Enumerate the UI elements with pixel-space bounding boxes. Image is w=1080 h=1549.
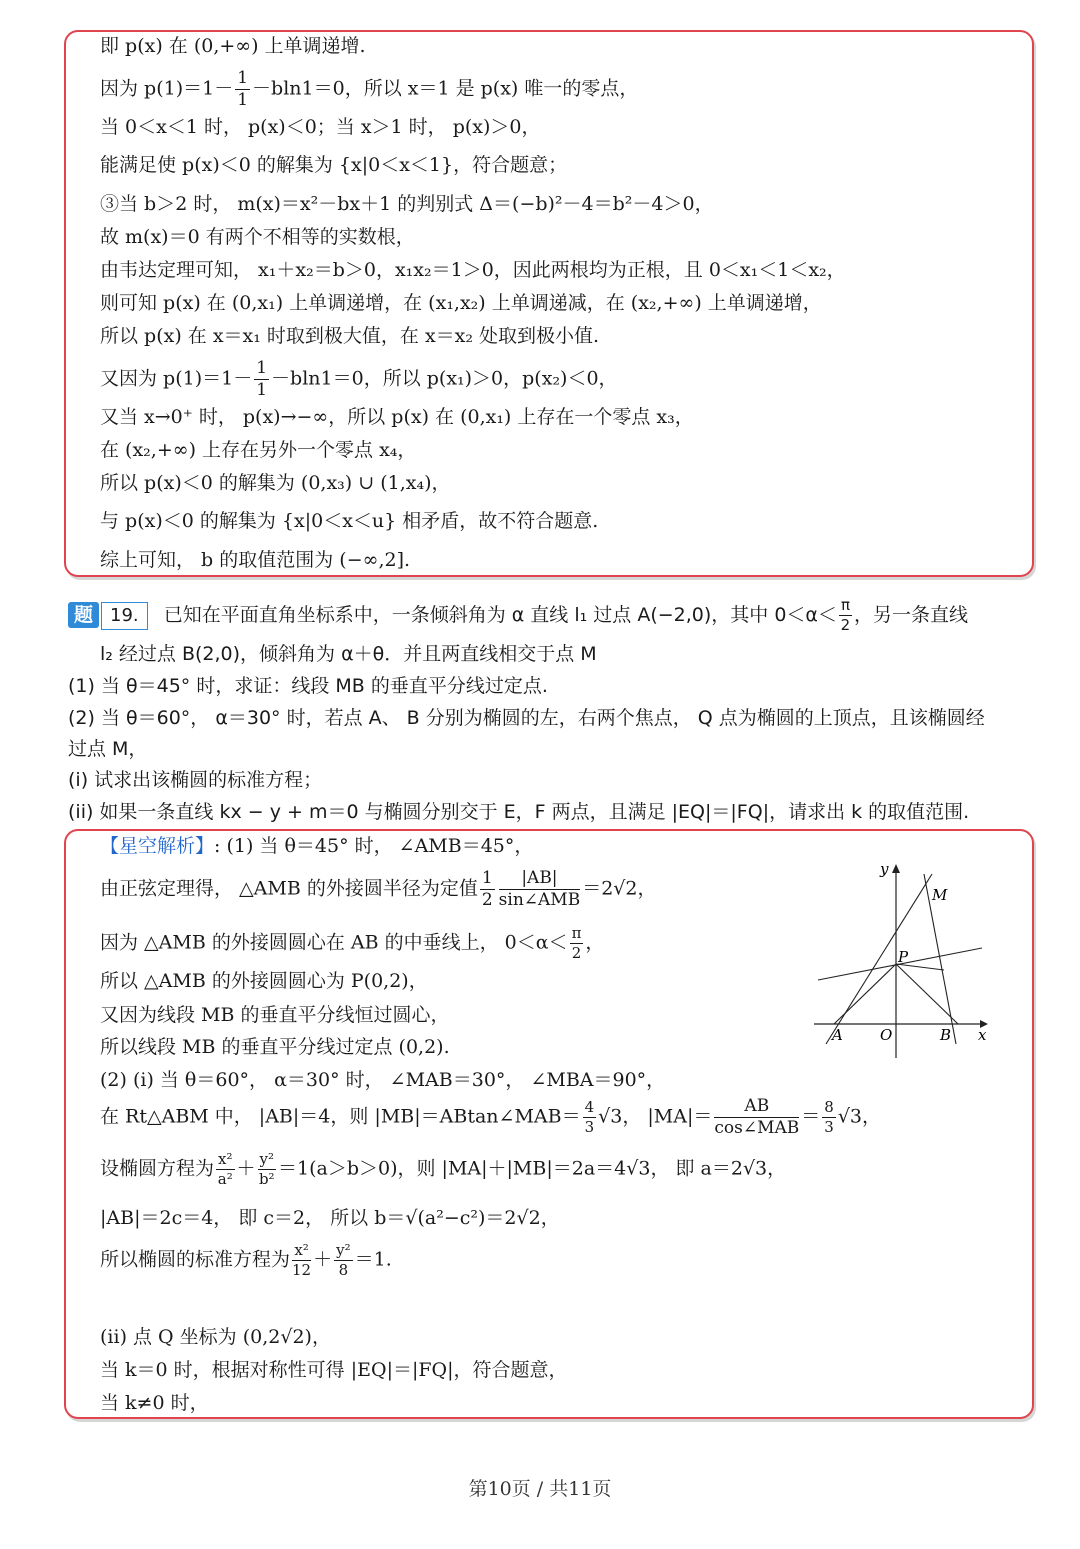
b1-line-3: 当 0＜x＜1 时， p(x)＜0；当 x＞1 时， p(x)＞0， xyxy=(100,116,541,138)
b1-line-11: 又当 x→0⁺ 时， p(x)→−∞，所以 p(x) 在 (0,x₁) 上存在一个零点 x₃， xyxy=(100,406,694,428)
solution-label: 【星空解析】 xyxy=(100,835,215,857)
b1-line-13: 所以 p(x)＜0 的解集为 (0,x₃) ∪ (1,x₄)， xyxy=(100,472,451,494)
problem-line-1: 题 19. 已知在平面直角坐标系中，一条倾斜角为 α 直线 l₁ 过点 A(−2,0)，其中 0＜α＜ $\frac{\pi}{2}$ ，另一条直线 xyxy=(68,598,968,633)
problem-line-2: l₂ 经过点 B(2,0)，倾斜角为 α＋θ．并且两直线相交于点 M xyxy=(100,643,597,665)
b2-line-1: 【星空解析】: (1) 当 θ＝45° 时， ∠AMB＝45°， xyxy=(100,835,534,857)
b2-line-8: 在 Rt△ABM 中， |AB|＝4，则 |MB|＝ABtan∠MAB＝ $\frac{4}{3}$ √3， |MA|＝ $\frac{AB}{\text{cos∠MAB}}$ ＝ $\frac{8}{3}$ √3， xyxy=(100,1096,882,1138)
label-O: O xyxy=(880,1026,893,1044)
b2-line-2: 由正弦定理得， △AMB 的外接圆半径为定值 $\frac{1}{2}$ $\frac{|AB|}{\text{sin∠AMB}}$ ＝2√2， xyxy=(100,868,657,910)
b1-line-10: 又因为 p(1)＝1－ $\frac{1}{1}$ －bln1＝0，所以 p(x₁)＞0，p(x₂)＜0， xyxy=(100,358,618,400)
b2-line-6: 所以线段 MB 的垂直平分线过定点 (0,2). xyxy=(100,1036,450,1058)
b2-line-3: 因为 △AMB 的外接圆圆心在 AB 的中垂线上， 0＜α＜ $\frac{\pi}{2}$ ， xyxy=(100,924,605,962)
b1-line-7: 由韦达定理可知， x₁＋x₂＝b＞0，x₁x₂＝1＞0，因此两根均为正根，且 0＜x₁＜1＜x₂， xyxy=(100,259,846,281)
problem-number: 19. xyxy=(101,602,148,630)
b2-line-4: 所以 △AMB 的外接圆圆心为 P(0,2)， xyxy=(100,970,428,992)
b1-line-4: 能满足使 p(x)＜0 的解集为 {x|0＜x＜1}，符合题意； xyxy=(100,154,568,176)
b1-line-15: 综上可知， b 的取值范围为 (−∞,2]. xyxy=(100,549,411,571)
problem-part-2ii: (ii) 如果一条直线 kx − y + m＝0 与椭圆分别交于 E，F 两点，且满足 |EQ|＝|FQ|，请求出 k 的取值范围. xyxy=(68,801,970,823)
problem-part-1: (1) 当 θ＝45° 时，求证：线段 MB 的垂直平分线过定点. xyxy=(68,675,548,697)
label-B: B xyxy=(940,1026,952,1044)
b2-line-9: 设椭圆方程为 $\frac{\text{x²}}{\text{a²}}$ ＋ $\frac{\text{y²}}{\text{b²}}$ ＝1(a＞b＞0)，则 |MA|＋|MB|＝2a＝4√3， 即 a＝2√3， xyxy=(100,1150,787,1188)
problem-part-2: (2) 当 θ＝60°， α＝30° 时，若点 A、 B 分别为椭圆的左，右两个焦点， Q 点为椭圆的上顶点，且该椭圆经 xyxy=(68,707,985,729)
b2-line-13: 当 k＝0 时，根据对称性可得 |EQ|＝|FQ|，符合题意， xyxy=(100,1359,568,1381)
label-P: P xyxy=(898,948,909,966)
b1-line-2: 因为 p(1)＝1－ $\frac{1}{1}$ －bln1＝0，所以 x＝1 是 p(x) 唯一的零点， xyxy=(100,68,639,110)
b1-line-14: 与 p(x)＜0 的解集为 {x|0＜x＜u} 相矛盾，故不符合题意. xyxy=(100,510,599,532)
b2-line-14: 当 k≠0 时， xyxy=(100,1392,209,1414)
b1-line-8: 则可知 p(x) 在 (0,x₁) 上单调递增，在 (x₁,x₂) 上单调递减，在 (x₂,+∞) 上单调递增， xyxy=(100,292,822,314)
b1-line-5: ③当 b＞2 时， m(x)＝x²－bx＋1 的判别式 Δ＝(−b)²－4＝b²－4＞0， xyxy=(100,193,714,215)
page-footer: 第10页 / 共11页 xyxy=(468,1478,612,1500)
b1-line-1: 即 p(x) 在 (0,+∞) 上单调递增. xyxy=(100,35,366,57)
b2-line-7: (2) (i) 当 θ＝60°， α＝30° 时， ∠MAB＝30°， ∠MBA＝90°， xyxy=(100,1069,666,1091)
segment-PA xyxy=(834,964,896,1024)
b2-line-10: |AB|＝2c＝4， 即 c＝2， 所以 b＝√(a²−c²)＝2√2， xyxy=(100,1207,560,1229)
b1-line-12: 在 (x₂,+∞) 上存在另外一个零点 x₄， xyxy=(100,439,417,461)
b2-line-11: 所以椭圆的标准方程为 $\frac{\text{x²}}{12}$ ＋ $\frac{\text{y²}}{8}$ ＝1. xyxy=(100,1241,392,1279)
line-l1 xyxy=(826,874,932,1044)
label-M: M xyxy=(932,886,948,904)
b1-line-6: 故 m(x)＝0 有两个不相等的实数根， xyxy=(100,226,415,248)
y-axis-arrow xyxy=(892,864,900,873)
problem-tag: 题 xyxy=(68,602,99,628)
label-A: A xyxy=(832,1026,843,1044)
b1-line-9: 所以 p(x) 在 x＝x₁ 时取到极大值，在 x＝x₂ 处取到极小值. xyxy=(100,325,600,347)
label-y: y xyxy=(880,860,889,878)
problem-part-2i: (i) 试求出该椭圆的标准方程； xyxy=(68,769,323,791)
b2-line-5: 又因为线段 MB 的垂直平分线恒过圆心， xyxy=(100,1004,450,1026)
segment-PB xyxy=(896,964,958,1024)
problem-part-2-cont: 过点 M， xyxy=(68,738,148,760)
geometry-figure xyxy=(810,858,1000,1063)
b2-line-12: (ii) 点 Q 坐标为 (0,2√2)， xyxy=(100,1326,331,1348)
label-x: x xyxy=(978,1026,987,1044)
